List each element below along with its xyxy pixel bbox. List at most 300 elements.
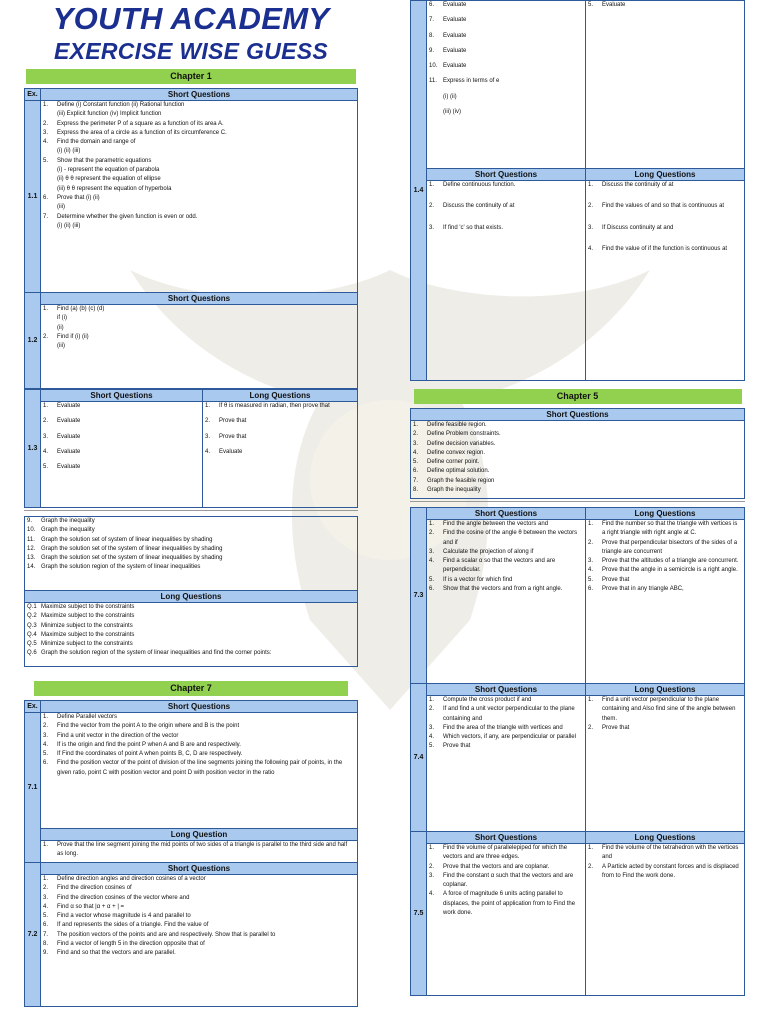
question-text: Find the direction cosines of the vector where and bbox=[57, 894, 190, 901]
question-text: If and find a unit vector perpendicular to the plane containing and bbox=[443, 706, 575, 722]
question-item bbox=[588, 202, 742, 211]
question-item bbox=[588, 566, 742, 575]
question-number: 3. bbox=[43, 129, 49, 136]
question-number: 3. bbox=[413, 440, 419, 447]
question-text: Define (i) Constant function (ii) Rational function bbox=[57, 102, 185, 108]
question-item bbox=[429, 742, 583, 751]
question-text: Find the direction cosines of bbox=[57, 885, 132, 892]
question-number: 5. bbox=[43, 751, 49, 758]
question-number: Q.6 bbox=[27, 650, 37, 657]
question-item bbox=[429, 724, 583, 733]
question-item bbox=[43, 713, 355, 722]
question-text: If Find the coordinates of point A when points B, C, D are respectively. bbox=[57, 751, 243, 758]
question-number: 6. bbox=[429, 2, 435, 8]
exercise-label: 1.2 bbox=[25, 293, 41, 389]
question-text: Compute the cross product if and bbox=[443, 697, 532, 703]
question-number: 3. bbox=[205, 433, 211, 440]
question-text: Discuss the continuity of at bbox=[602, 182, 674, 188]
question-text: A Particle acted by constant forces and is displaced from to Find the work done. bbox=[602, 863, 739, 879]
question-number bbox=[43, 166, 57, 175]
question-text: Find the volume of parallelepiped for which the vectors and are three edges. bbox=[443, 845, 568, 861]
question-text: Which vectors, if any, are perpendicular or parallel bbox=[443, 734, 576, 741]
question-number bbox=[43, 185, 57, 194]
question-text: Find the constant α such that the vectors and are coplanar. bbox=[443, 872, 574, 889]
question-item bbox=[588, 539, 742, 558]
question-item bbox=[413, 421, 742, 430]
question-text: Find the vector from the point A to the origin where and B is the point bbox=[57, 723, 240, 730]
question-item bbox=[588, 1, 742, 10]
question-text: Determine whether the given function is even or odd. bbox=[57, 213, 198, 220]
question-number: 3. bbox=[43, 894, 49, 901]
question-text: Prove that bbox=[602, 724, 630, 731]
question-text: Evaluate bbox=[443, 63, 467, 70]
question-text: Find the position vector of the point of division of the line segments joining the following pair of points, in the given ratio, point C with position vector and point D with position vector in the ratio bbox=[57, 760, 343, 776]
question-text: (ii) bbox=[57, 324, 64, 331]
short-questions-header: Short Questions bbox=[41, 390, 203, 402]
question-item bbox=[43, 433, 200, 442]
short-questions-header: Short Questions bbox=[41, 293, 358, 305]
question-item bbox=[43, 722, 355, 731]
question-number: 6. bbox=[413, 468, 419, 475]
question-text: (i) (ii) bbox=[443, 93, 457, 100]
question-number: 2. bbox=[413, 431, 419, 438]
exercise-label: 7.2 bbox=[25, 863, 41, 1007]
question-number: 1. bbox=[205, 403, 211, 409]
question-text: Discuss the continuity of at bbox=[443, 203, 515, 210]
exercise-label: 1.3 bbox=[25, 390, 41, 508]
question-number: 1. bbox=[43, 714, 49, 720]
question-item bbox=[43, 324, 355, 333]
question-text: Graph the solution region of the system of linear inequalities bbox=[41, 564, 201, 571]
question-number: 9. bbox=[43, 950, 49, 957]
question-item bbox=[43, 931, 355, 940]
question-text: if (i) bbox=[57, 315, 67, 322]
question-number: 7. bbox=[43, 931, 49, 938]
question-text: Evaluate bbox=[57, 403, 81, 409]
question-number: 2. bbox=[43, 723, 49, 730]
question-item bbox=[43, 138, 355, 147]
question-item bbox=[27, 649, 355, 658]
question-number: 2. bbox=[588, 539, 594, 546]
short-questions-header: Short Questions bbox=[427, 832, 586, 844]
exercise-7-3-long-list bbox=[586, 520, 745, 684]
exercise-7-3-short-list bbox=[427, 520, 586, 684]
question-number: 4. bbox=[429, 558, 435, 565]
question-item bbox=[429, 181, 583, 190]
long-questions-header: Long Questions bbox=[25, 591, 358, 603]
exercise-label: 7.4 bbox=[411, 684, 427, 832]
question-number: 6. bbox=[588, 586, 594, 593]
question-item bbox=[413, 467, 742, 476]
short-questions-header: Short Questions bbox=[427, 684, 586, 696]
question-number: 11. bbox=[27, 536, 35, 543]
question-item bbox=[43, 314, 355, 323]
question-item bbox=[205, 417, 355, 426]
question-text: Prove that the vectors and are coplanar. bbox=[443, 863, 550, 870]
question-item bbox=[429, 1, 583, 10]
question-number: 3. bbox=[43, 433, 49, 440]
exercise-label: 1.4 bbox=[411, 1, 427, 381]
question-text: Find the value of if the function is continuous at bbox=[602, 245, 728, 252]
question-number: 3. bbox=[429, 724, 435, 731]
question-item bbox=[429, 705, 583, 724]
question-item bbox=[413, 477, 742, 486]
exercise-1-4-long-list bbox=[586, 181, 745, 381]
question-item bbox=[429, 890, 583, 918]
exercise-1-2-list bbox=[41, 305, 358, 389]
question-number: 1. bbox=[429, 697, 435, 703]
question-item bbox=[43, 175, 355, 184]
question-text: Minimize subject to the constraints bbox=[41, 622, 133, 629]
question-number: 1. bbox=[43, 306, 49, 312]
question-item bbox=[27, 640, 355, 649]
question-number: 2. bbox=[43, 120, 49, 127]
academy-subtitle: EXERCISE WISE GUESS bbox=[53, 38, 329, 64]
question-number: 11. bbox=[429, 78, 437, 85]
question-item bbox=[588, 863, 742, 882]
question-number: 4. bbox=[43, 139, 49, 146]
exercise-label: 1.1 bbox=[25, 101, 41, 293]
question-number: 10. bbox=[429, 63, 438, 70]
question-item bbox=[43, 448, 200, 457]
question-item bbox=[43, 157, 355, 166]
short-questions-header: Short Questions bbox=[411, 409, 745, 421]
question-number: 3. bbox=[429, 224, 435, 231]
question-number: 2. bbox=[588, 724, 594, 731]
question-item bbox=[43, 759, 355, 778]
question-text: Define direction angles and direction cosines of a vector bbox=[57, 876, 206, 882]
question-item bbox=[43, 903, 355, 912]
question-number: 1. bbox=[588, 182, 594, 188]
question-item bbox=[27, 612, 355, 621]
question-text: (iii) Explicit function (iv) Implicit function bbox=[57, 111, 162, 118]
question-number: 13. bbox=[27, 555, 36, 562]
question-number: 4. bbox=[413, 449, 419, 456]
question-number bbox=[43, 147, 57, 156]
question-item bbox=[429, 863, 583, 872]
short-questions-header: Short Questions bbox=[41, 863, 358, 875]
question-item bbox=[429, 733, 583, 742]
exercise-1-3-continued-table bbox=[410, 0, 745, 381]
question-text: Define optimal solution. bbox=[427, 468, 490, 475]
question-text: Define feasible region. bbox=[427, 422, 487, 428]
chapter-5-short-list bbox=[411, 421, 745, 499]
question-text: Find the number so that the triangle with vertices is a right triangle with right angle at C. bbox=[602, 521, 738, 537]
question-number: 1. bbox=[43, 876, 49, 882]
question-text: Find the angle between the vectors and bbox=[443, 521, 549, 527]
question-text: If is a vector for which find bbox=[443, 576, 513, 583]
chapter-1-bar: Chapter 1 bbox=[26, 69, 356, 84]
question-text: Define Parallel vectors bbox=[57, 714, 118, 720]
exercise-7-5-long-list bbox=[586, 844, 745, 996]
question-number: 1. bbox=[43, 102, 49, 108]
question-number: 1. bbox=[429, 182, 435, 188]
question-number: 1. bbox=[588, 697, 594, 703]
question-text: If find 'c' so that exists. bbox=[443, 224, 503, 231]
exercise-1-3-continued-right bbox=[586, 1, 745, 169]
question-item bbox=[27, 563, 355, 572]
chapter-5-continued-list bbox=[25, 517, 358, 591]
question-number: 3. bbox=[588, 558, 594, 565]
question-number: 4. bbox=[588, 567, 594, 574]
question-number: 4. bbox=[43, 903, 49, 910]
question-text: Prove that bbox=[219, 418, 247, 425]
question-text: The position vectors of the points and are and respectively. Show that is parallel to bbox=[57, 931, 276, 938]
question-number: 2. bbox=[429, 706, 435, 713]
question-item bbox=[43, 166, 355, 175]
question-text: Prove that bbox=[602, 576, 630, 583]
question-number: 4. bbox=[429, 734, 435, 741]
question-text: Graph the solution set of system of linear inequalities by shading bbox=[41, 536, 213, 543]
question-number: 12. bbox=[27, 545, 36, 552]
question-text: Prove that bbox=[443, 743, 471, 750]
question-item bbox=[43, 110, 355, 119]
question-item bbox=[429, 16, 583, 25]
question-text: Prove that (i) (ii) bbox=[57, 194, 100, 201]
question-number bbox=[429, 108, 443, 117]
question-item bbox=[43, 921, 355, 930]
short-questions-header: Short Questions bbox=[427, 508, 586, 520]
question-item bbox=[588, 585, 742, 594]
question-number: 1. bbox=[413, 422, 419, 428]
question-item bbox=[205, 448, 355, 457]
page-break bbox=[410, 501, 745, 505]
question-item bbox=[429, 32, 583, 41]
question-number: 2. bbox=[205, 418, 211, 425]
question-number: 2. bbox=[429, 203, 435, 210]
question-number: 2. bbox=[43, 333, 49, 340]
question-item bbox=[429, 47, 583, 56]
question-item bbox=[43, 185, 355, 194]
question-item bbox=[43, 129, 355, 138]
question-text: If is the origin and find the point P when A and B are and respectively. bbox=[57, 741, 241, 748]
long-questions-header: Long Questions bbox=[586, 684, 745, 696]
chapter-1-table bbox=[24, 88, 358, 389]
exercise-1-3-long-list bbox=[203, 402, 358, 508]
question-number: 2. bbox=[429, 530, 435, 537]
long-questions-header: Long Questions bbox=[586, 169, 745, 181]
question-number: 14. bbox=[27, 564, 36, 571]
question-text: Calculate the projection of along if bbox=[443, 548, 534, 555]
question-item bbox=[43, 841, 355, 860]
short-questions-header: Short Questions bbox=[41, 701, 358, 713]
question-number bbox=[43, 203, 57, 212]
question-text: Find a vector whose magnitude is 4 and parallel to bbox=[57, 913, 191, 920]
exercise-label: 7.1 bbox=[25, 713, 41, 863]
exercise-7-2-list bbox=[41, 875, 358, 1007]
question-text: If θ is measured in radian, then prove that bbox=[219, 403, 330, 409]
academy-title: YOUTH ACADEMY bbox=[52, 1, 330, 36]
question-text: Find the volume of the tetrahedron with the vertices and bbox=[602, 845, 739, 861]
exercise-1-3-short-list bbox=[41, 402, 203, 508]
question-number: Q.2 bbox=[27, 613, 37, 620]
question-number: 6. bbox=[43, 922, 49, 929]
question-number: 4. bbox=[43, 741, 49, 748]
page-break bbox=[24, 510, 358, 514]
question-text: Evaluate bbox=[219, 448, 243, 455]
question-number: 8. bbox=[413, 487, 419, 494]
question-text: Evaluate bbox=[443, 32, 467, 39]
question-text: Define corner point. bbox=[427, 459, 480, 466]
question-text: Express the area of a circle as a function of its circumference C. bbox=[57, 129, 227, 136]
question-number: Q.4 bbox=[27, 631, 37, 638]
long-question-header: Long Question bbox=[41, 829, 358, 841]
question-text: Minimize subject to the constraints bbox=[41, 641, 133, 648]
question-text: Express in terms of e bbox=[443, 78, 500, 85]
long-questions-header: Long Questions bbox=[586, 832, 745, 844]
chapter-5-bar: Chapter 5 bbox=[414, 389, 742, 404]
question-item bbox=[413, 486, 742, 495]
question-number: 6. bbox=[429, 586, 435, 593]
question-text: Define continuous function. bbox=[443, 182, 516, 188]
question-item bbox=[43, 120, 355, 129]
question-item bbox=[429, 557, 583, 576]
question-text: Prove that perpendicular bisectors of the sides of a triangle are concurrent bbox=[602, 539, 738, 555]
question-number bbox=[43, 110, 57, 119]
question-text: Find a unit vector in the direction of the vector bbox=[57, 732, 179, 739]
question-text: Find α so that |α + α + | = bbox=[57, 903, 125, 910]
exercise-7-5-short-list bbox=[427, 844, 586, 996]
question-text: Graph the feasible region bbox=[427, 477, 495, 484]
question-text: Evaluate bbox=[443, 2, 467, 8]
exercise-1-4-short-list bbox=[427, 181, 586, 381]
question-item bbox=[27, 545, 355, 554]
right-column bbox=[410, 0, 745, 996]
question-item bbox=[43, 333, 355, 342]
question-item bbox=[27, 603, 355, 612]
question-text: Find the cosine of the angle θ between the vectors and if bbox=[443, 530, 578, 546]
ex-column-header: Ex. bbox=[25, 701, 41, 713]
left-column bbox=[24, 0, 358, 1007]
exercise-1-3-continued-left bbox=[427, 1, 586, 169]
question-item bbox=[413, 458, 742, 467]
question-text: Evaluate bbox=[57, 418, 81, 425]
question-number: 5. bbox=[43, 913, 49, 920]
question-item bbox=[429, 77, 583, 86]
question-number: 2. bbox=[588, 863, 594, 870]
exercise-7-1-list bbox=[41, 713, 358, 829]
question-number: 6. bbox=[43, 760, 49, 767]
question-text: (i) - represent the equation of parabola bbox=[57, 167, 160, 174]
question-item bbox=[27, 554, 355, 563]
question-item bbox=[43, 875, 355, 884]
question-text: Prove that the line segment joining the mid points of two sides of a triangle is parallel to the third side and half as long. bbox=[57, 842, 348, 858]
long-questions-header: Long Questions bbox=[586, 508, 745, 520]
question-number bbox=[43, 324, 57, 333]
question-item bbox=[588, 576, 742, 585]
question-text: Maximize subject to the constraints bbox=[41, 604, 135, 610]
exercise-7-4-short-list bbox=[427, 696, 586, 832]
question-number: 5. bbox=[588, 2, 594, 8]
question-item bbox=[43, 894, 355, 903]
question-item bbox=[27, 526, 355, 535]
question-item bbox=[429, 696, 583, 705]
question-item bbox=[27, 536, 355, 545]
question-item bbox=[429, 529, 583, 548]
question-number: Q.5 bbox=[27, 641, 37, 648]
question-item bbox=[205, 433, 355, 442]
question-number: 5. bbox=[429, 743, 435, 750]
question-number: 3. bbox=[429, 872, 435, 879]
question-text: (iii) (iv) bbox=[443, 109, 461, 116]
question-item bbox=[413, 440, 742, 449]
chapter-7-bar: Chapter 7 bbox=[34, 681, 348, 696]
chapter-5-continued-table bbox=[24, 516, 358, 667]
question-number: 1. bbox=[429, 845, 435, 851]
ex-column-header: Ex. bbox=[25, 89, 41, 101]
question-text: Graph the solution set of the system of linear inequalities by shading bbox=[41, 545, 223, 552]
question-number: 6. bbox=[43, 194, 49, 201]
question-number: 1. bbox=[429, 521, 435, 527]
question-text: Prove that bbox=[219, 433, 247, 440]
question-number: 4. bbox=[429, 891, 435, 898]
question-text: Prove that the altitudes of a triangle are concurrent. bbox=[602, 558, 739, 565]
question-text: Evaluate bbox=[602, 2, 626, 8]
question-text: Graph the inequality bbox=[427, 487, 481, 494]
question-number: 9. bbox=[27, 518, 33, 524]
question-number: 2. bbox=[429, 863, 435, 870]
question-item bbox=[413, 430, 742, 439]
question-number: Q.3 bbox=[27, 622, 37, 629]
question-text: Find a scalar α so that the vectors and are perpendicular. bbox=[443, 558, 556, 574]
question-item bbox=[43, 194, 355, 203]
question-number: 3. bbox=[43, 732, 49, 739]
question-text: If and represents the sides of a triangle. Find the value of bbox=[57, 922, 209, 929]
question-item bbox=[27, 631, 355, 640]
question-text: (iii) bbox=[57, 343, 65, 350]
question-number: 4. bbox=[588, 245, 594, 252]
question-item bbox=[429, 224, 583, 233]
question-number: 5. bbox=[43, 157, 49, 164]
question-text: Maximize subject to the constraints bbox=[41, 631, 135, 638]
chapter-7-table bbox=[24, 700, 358, 1007]
question-number: 1. bbox=[588, 845, 594, 851]
question-text: Evaluate bbox=[443, 47, 467, 54]
question-item bbox=[27, 622, 355, 631]
question-item bbox=[429, 202, 583, 211]
question-item bbox=[413, 449, 742, 458]
question-number: 7. bbox=[429, 17, 435, 24]
question-number bbox=[43, 342, 57, 351]
question-text: (iii) θ θ represent the equation of hyperbola bbox=[57, 185, 172, 192]
question-text: Find a vector of length 5 in the direction opposite that of bbox=[57, 941, 205, 948]
question-number: 4. bbox=[205, 448, 211, 455]
question-item bbox=[429, 872, 583, 891]
question-item bbox=[588, 724, 742, 733]
question-item bbox=[43, 101, 355, 110]
question-number: 3. bbox=[429, 548, 435, 555]
question-text: (i) (ii) (iii) bbox=[57, 148, 81, 155]
question-item bbox=[429, 844, 583, 863]
question-item bbox=[43, 402, 200, 411]
question-item bbox=[588, 245, 742, 254]
question-number bbox=[43, 222, 57, 231]
question-text: Find the values of and so that is continuous at bbox=[602, 203, 725, 210]
question-number: 5. bbox=[43, 464, 49, 471]
question-number: 7. bbox=[43, 213, 49, 220]
question-item bbox=[588, 696, 742, 724]
question-item bbox=[429, 93, 583, 102]
question-text: Evaluate bbox=[57, 433, 81, 440]
question-text: Evaluate bbox=[443, 17, 467, 24]
question-item bbox=[43, 305, 355, 314]
question-item bbox=[205, 402, 355, 411]
question-text: Graph the solution region of the system of linear inequalities and find the corner points: bbox=[41, 650, 272, 657]
question-number bbox=[429, 93, 443, 102]
question-item bbox=[43, 940, 355, 949]
question-item bbox=[43, 463, 200, 472]
question-text: Evaluate bbox=[57, 448, 81, 455]
